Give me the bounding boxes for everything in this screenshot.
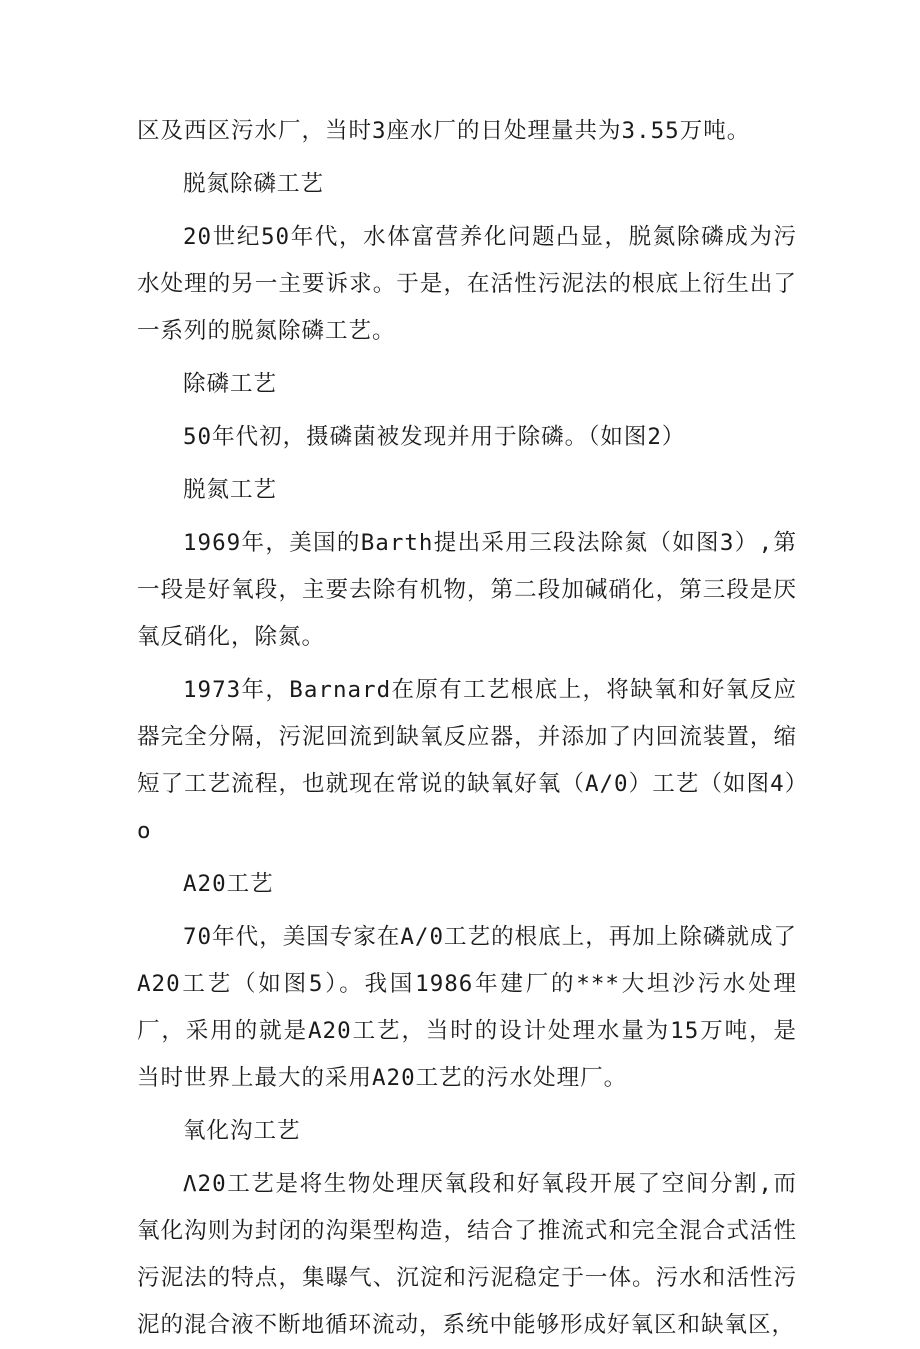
paragraph-eutrophication: 20世纪50年代，水体富营养化问题凸显，脱氮除磷成为污水处理的另一主要诉求。于是，在活性污泥法的根底上衍生出了一系列的脱氮除磷工艺。 — [137, 224, 797, 344]
paragraph-a2o-history: 70年代，美国专家在A/0工艺的根底上，再加上除磷就成了A20工艺（如图5）。我国1986年建厂的***大坦沙污水处理厂，采用的就是A20工艺，当时的设计处理水量为15万吨，是当时世界上最大的采用A20工艺的污水处理厂。 — [137, 924, 797, 1091]
paragraph-continuation: 区及西区污水厂，当时3座水厂的日处理量共为3.55万吨。 — [137, 118, 751, 144]
section-heading-nitrogen-phosphorus-removal: 脱氮除磷工艺 — [183, 171, 325, 197]
section-heading-nitrogen-removal: 脱氮工艺 — [183, 477, 278, 503]
paragraph-barnard-1973: 1973年，Barnard在原有工艺根底上，将缺氧和好氧反应器完全分隔，污泥回流到缺氧反应器，并添加了内回流装置，缩短了工艺流程，也就现在常说的缺氧好氧（A/0）工艺（如图4）o — [137, 677, 797, 844]
paragraph-barth-1969: 1969年，美国的Barth提出采用三段法除氮（如图3）,第一段是好氧段，主要去除有机物，第二段加碱硝化，第三段是厌氧反硝化，除氮。 — [137, 530, 797, 650]
section-heading-phosphorus-removal: 除磷工艺 — [183, 371, 278, 397]
document-body — [137, 108, 797, 1349]
section-heading-a2o-process: A20工艺 — [183, 871, 274, 897]
paragraph-oxidation-ditch: Λ20工艺是将生物处理厌氧段和好氧段开展了空间分割,而氧化沟则为封闭的沟渠型构造，结合了推流式和完全混合式活性污泥法的特点，集曝气、沉淀和污泥稳定于一体。污水和活性污泥的混合液不断地循环流动，系统中能够形成好氧区和缺氧区， — [137, 1171, 797, 1338]
section-heading-oxidation-ditch: 氧化沟工艺 — [183, 1118, 301, 1144]
paragraph-phosphorus-bacteria: 50年代初，摄磷菌被发现并用于除磷。（如图2） — [183, 424, 686, 450]
